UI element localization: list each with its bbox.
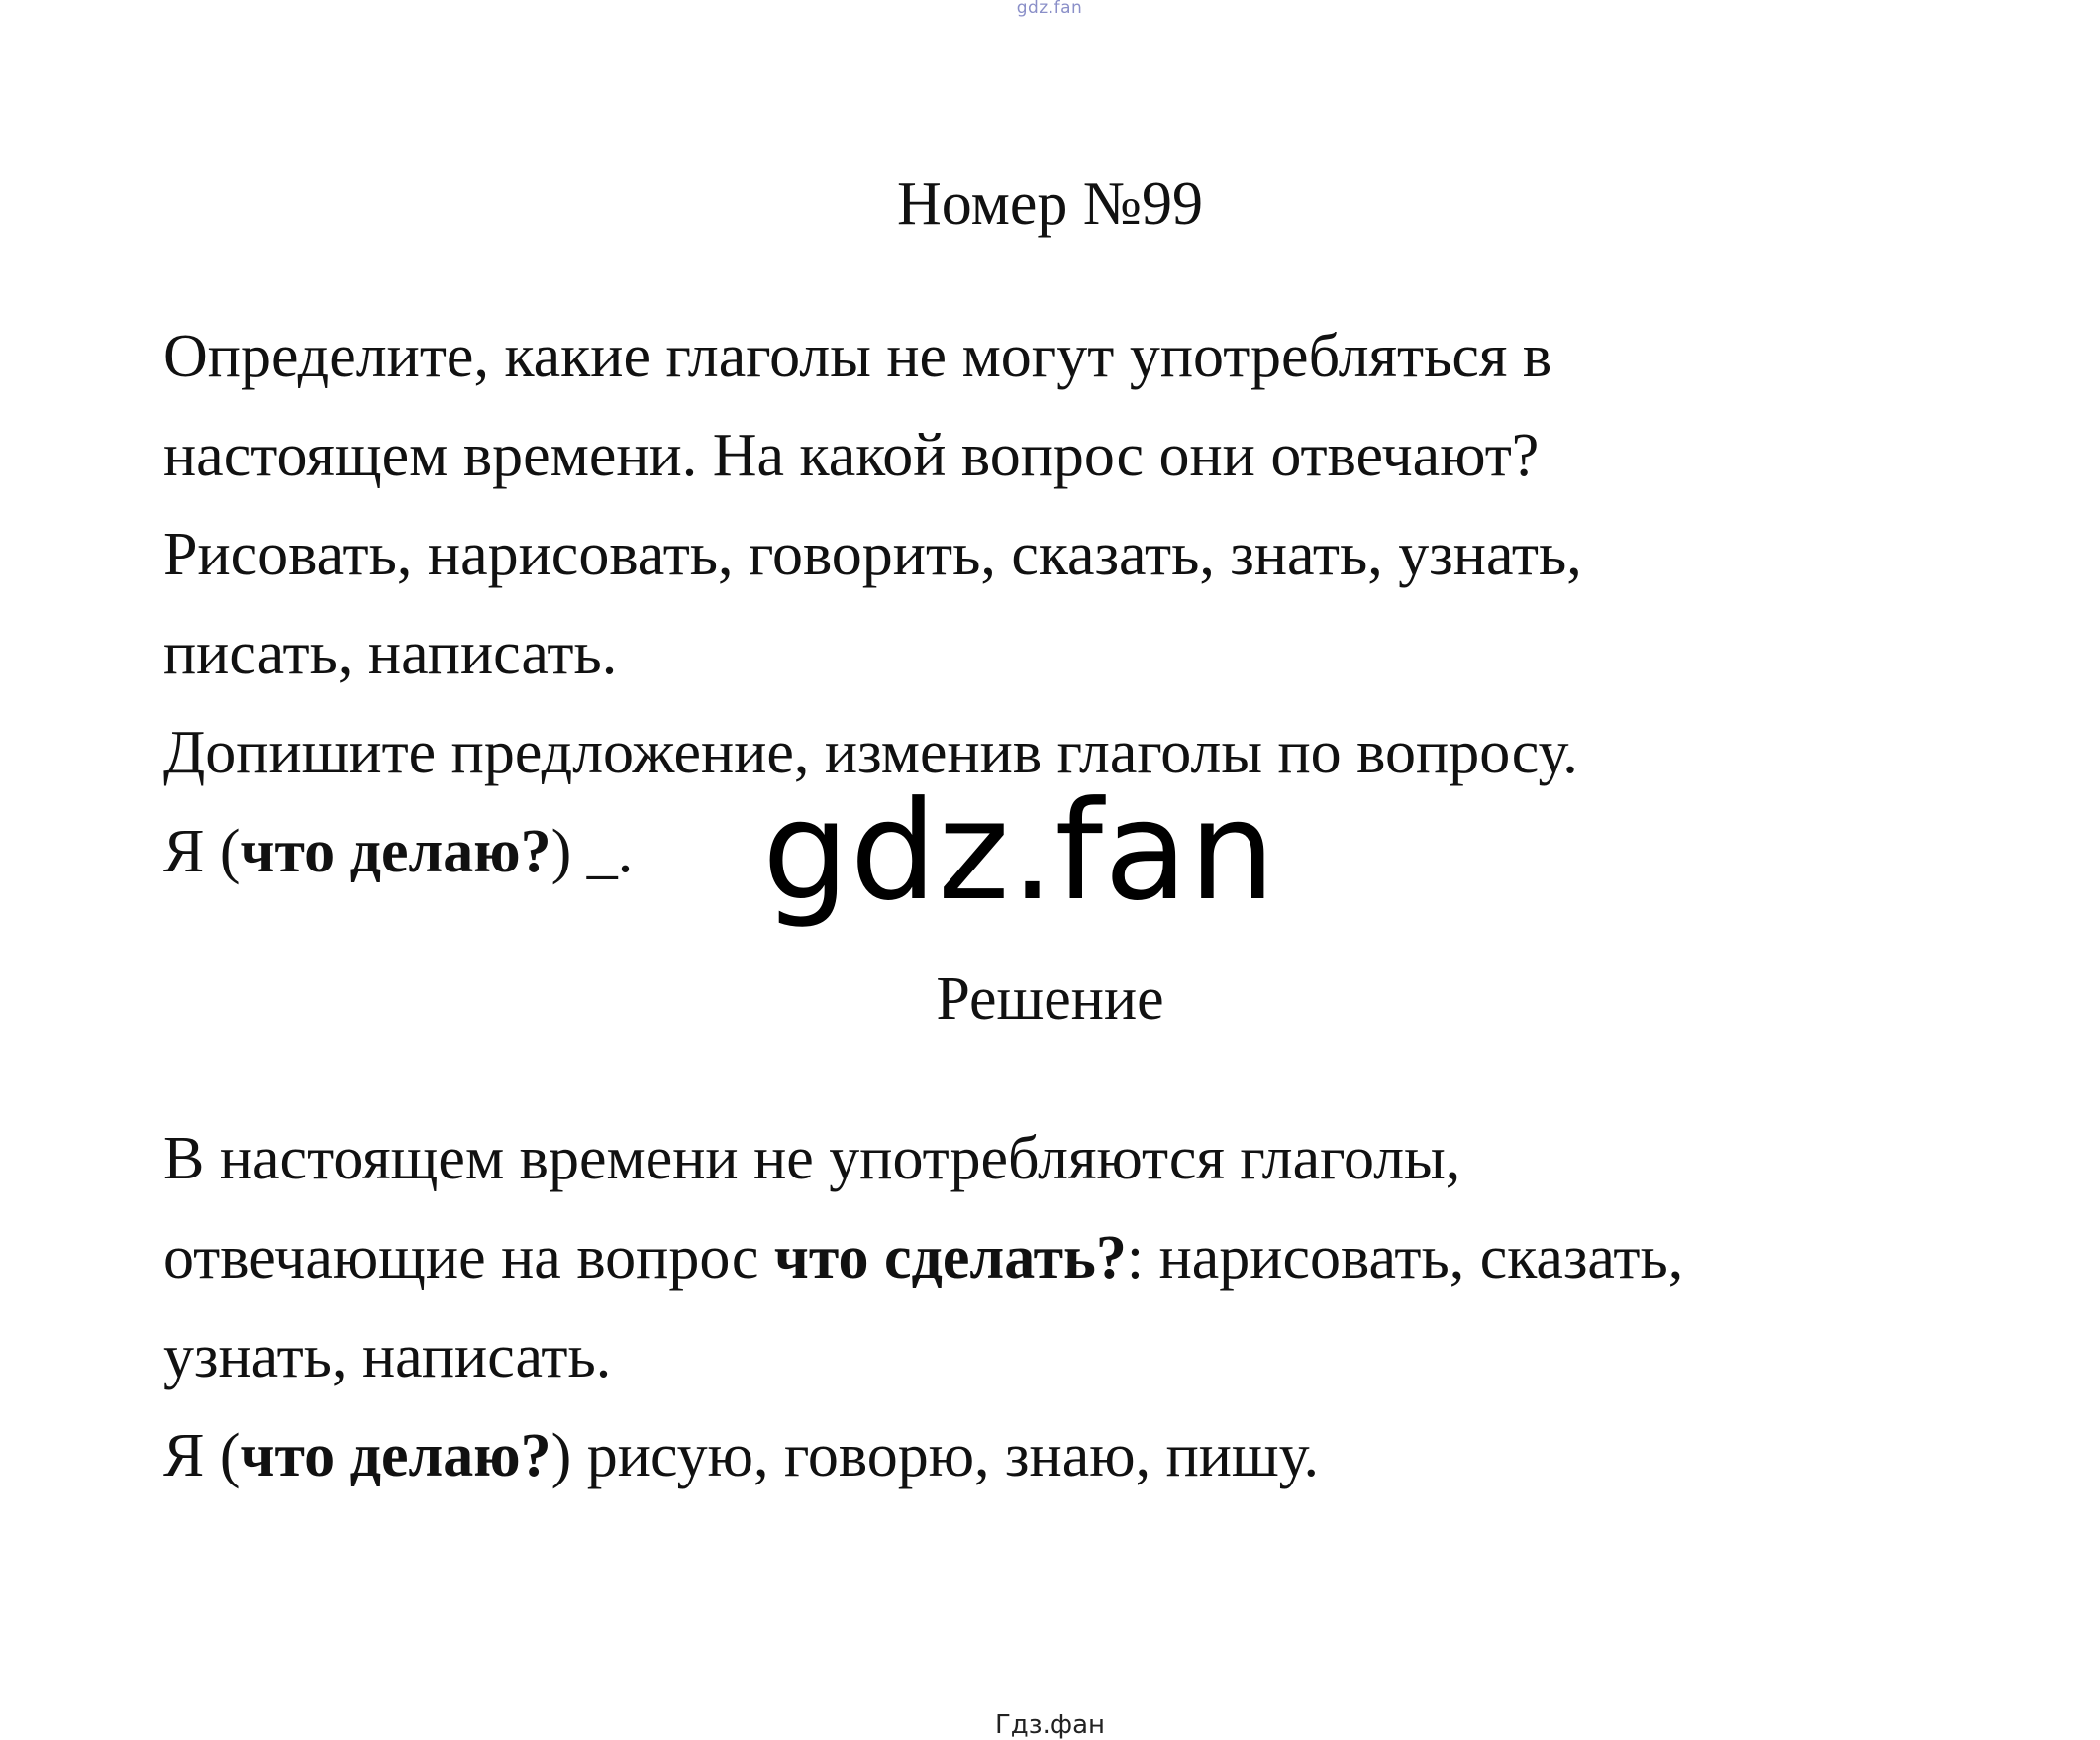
solution-line-2-prefix: отвечающие на вопрос bbox=[163, 1224, 774, 1291]
solution-title: Решение bbox=[936, 966, 1164, 1033]
footer-text: Гдз.фан bbox=[994, 1710, 1106, 1740]
page-title: Номер №99 bbox=[896, 170, 1203, 238]
center-watermark: gdz.fan bbox=[762, 771, 1277, 931]
header-watermark: gdz.fan bbox=[1016, 0, 1083, 18]
solution-answer-bold: что делаю? bbox=[240, 1422, 551, 1489]
task-line-4: писать, написать. bbox=[163, 620, 618, 687]
solution-line-3: узнать, написать. bbox=[163, 1323, 612, 1390]
solution-text bbox=[163, 1109, 2045, 1505]
solution-line-2 bbox=[163, 1208, 2045, 1307]
solution-line-4-suffix: ) рисую, говорю, знаю, пишу. bbox=[550, 1422, 1319, 1489]
task-line-3: Рисовать, нарисовать, говорить, сказать, знать, узнать, bbox=[163, 521, 1582, 588]
solution-question-bold: что сделать? bbox=[773, 1224, 1127, 1291]
task-line-6-suffix: ) _. bbox=[550, 818, 634, 885]
solution-line-2-suffix: : нарисовать, сказать, bbox=[1126, 1224, 1684, 1291]
solution-line-4 bbox=[163, 1406, 2045, 1505]
task-question-bold: что делаю? bbox=[240, 818, 551, 885]
task-line-1: Определите, какие глаголы не могут употребляться в bbox=[163, 323, 1552, 390]
solution-line-4-prefix: Я ( bbox=[163, 1422, 241, 1489]
task-line-6-prefix: Я ( bbox=[163, 818, 241, 885]
task-line-2: настоящем времени. На какой вопрос они отвечают? bbox=[163, 422, 1540, 489]
solution-line-1: В настоящем времени не употребляются глаголы, bbox=[163, 1125, 1461, 1192]
task-line-5: Допишите предложение, изменив глаголы по вопросу. bbox=[163, 719, 1578, 786]
